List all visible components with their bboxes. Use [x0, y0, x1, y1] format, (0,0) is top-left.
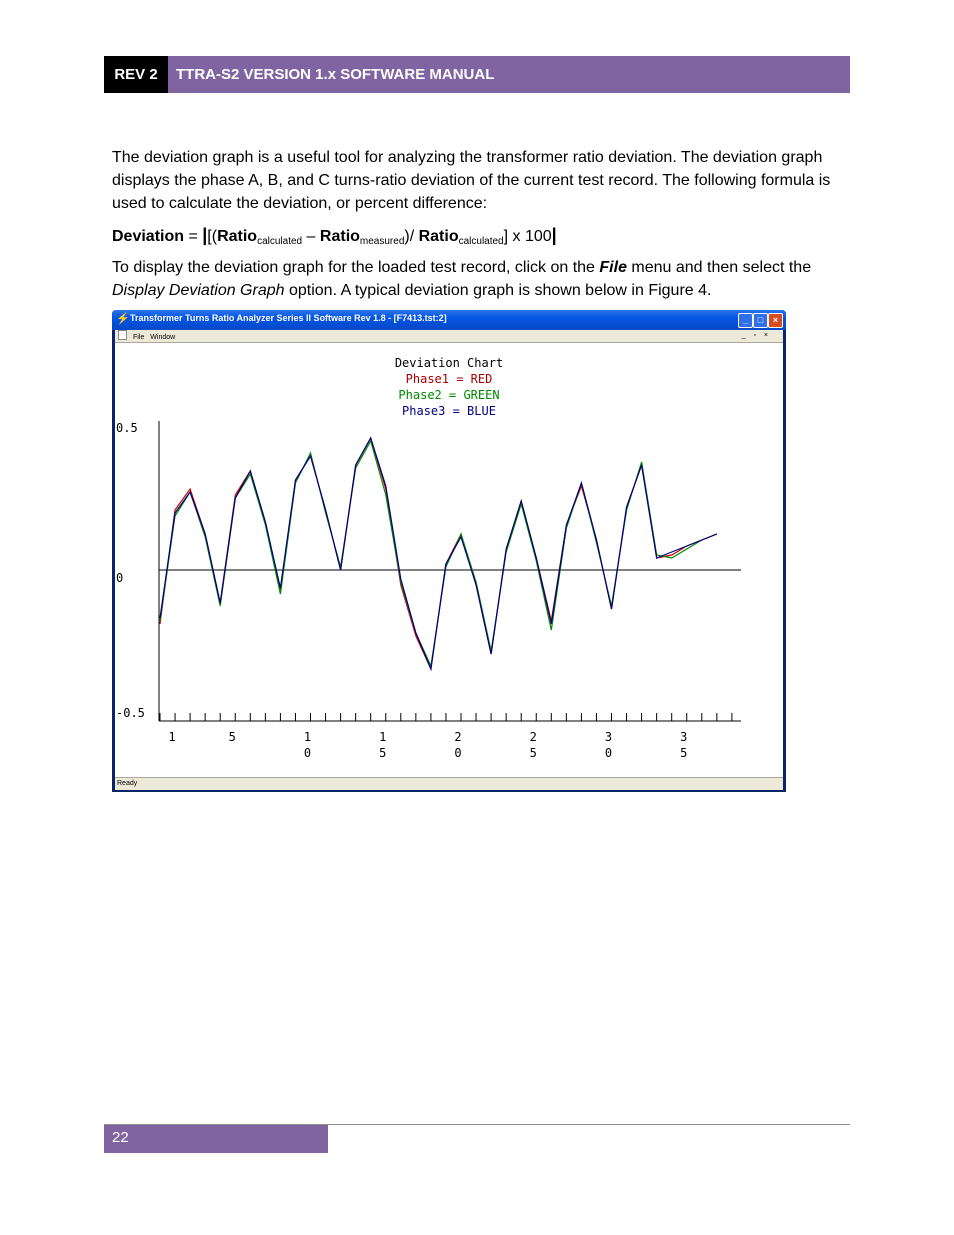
x-tick-label: 2: [454, 730, 462, 744]
close-icon[interactable]: ×: [768, 313, 783, 328]
formula-sub-2: measured: [359, 236, 405, 247]
minimize-icon[interactable]: _: [738, 313, 753, 328]
option-reference: Display Deviation Graph: [112, 282, 285, 299]
x-tick-label: 5: [529, 746, 537, 760]
revision-label: REV 2: [104, 56, 168, 93]
x-tick-label: 5: [379, 746, 387, 760]
menu-bar: [115, 330, 783, 342]
chart-area: [115, 342, 783, 778]
deviation-formula: [112, 224, 557, 253]
file-menu-reference: File: [599, 259, 627, 276]
instruction-text-2: menu and then select the: [626, 259, 812, 276]
x-tick-label: 1: [379, 730, 387, 744]
app-window: [112, 310, 786, 792]
status-text: Ready: [117, 780, 138, 787]
legend-phase3: Phase3 = BLUE: [402, 404, 496, 418]
ytick-label-zero: 0: [116, 571, 124, 585]
mdi-controls[interactable]: _ ▫ ×: [741, 332, 771, 339]
x-tick-label: 5: [680, 746, 688, 760]
formula-slash: )/: [404, 228, 419, 245]
x-tick-label: 0: [604, 746, 613, 760]
formula-equals: =: [184, 228, 203, 245]
status-bar: [115, 777, 783, 790]
series-lines: [160, 438, 717, 669]
manual-title: TTRA-S2 VERSION 1.x SOFTWARE MANUAL: [176, 66, 495, 83]
x-tick-label: 2: [529, 730, 537, 744]
x-tick-label: 0: [303, 746, 312, 760]
ytick-label-bottom: -0.5: [116, 706, 145, 720]
page-header: [104, 56, 850, 93]
formula-ratio-1: Ratio: [217, 228, 258, 245]
formula-sub-1: calculated: [257, 236, 303, 247]
x-tick-label: 3: [604, 730, 613, 744]
document-icon: [118, 330, 127, 340]
x-tick-label: 1: [303, 730, 312, 744]
instruction-text-3: option. A typical deviation graph is shown below in Figure 4.: [284, 282, 712, 299]
x-tick-label: 3: [680, 730, 688, 744]
ytick-label-top: 0.5: [116, 421, 138, 435]
series-line-phase3: [160, 438, 717, 669]
intro-paragraph: The deviation graph is a useful tool for analyzing the transformer ratio deviation. The deviation graph displays the phase A, B, and C turns-ratio deviation of the current test record. The following formula is used to calculate the deviation, or percent difference:: [112, 149, 831, 212]
x-ticks: [160, 713, 732, 721]
page-number: 22: [104, 1125, 328, 1153]
formula-minus: –: [302, 228, 320, 245]
formula-bar-left: |: [202, 225, 208, 245]
x-tick-label: 1: [168, 730, 176, 744]
app-icon: ⚡: [116, 313, 130, 325]
legend-phase1: Phase1 = RED: [405, 372, 493, 386]
x-tick-label: 0: [454, 746, 462, 760]
series-line-phase1: [160, 438, 717, 669]
formula-open: [(: [207, 228, 218, 245]
x-tick-label: 5: [228, 730, 236, 744]
formula-close: ] x 100: [503, 228, 552, 245]
deviation-chart: [115, 343, 783, 778]
instruction-paragraph: [112, 256, 852, 302]
instruction-text-1: To display the deviation graph for the loaded test record, click on the: [112, 259, 600, 276]
formula-bar-right: |: [551, 225, 557, 245]
menu-file[interactable]: File: [133, 334, 145, 341]
maximize-icon[interactable]: □: [753, 313, 768, 328]
formula-ratio-3: Ratio: [418, 228, 459, 245]
window-titlebar[interactable]: [112, 310, 786, 330]
chart-title: Deviation Chart: [394, 356, 504, 370]
series-line-phase2: [160, 441, 717, 666]
legend-phase2: Phase2 = GREEN: [398, 388, 500, 402]
window-title: Transformer Turns Ratio Analyzer Series II Software Rev 1.8 - [F7413.tst:2]: [130, 313, 447, 323]
formula-ratio-2: Ratio: [319, 228, 360, 245]
formula-label: Deviation: [112, 228, 185, 245]
formula-sub-3: calculated: [458, 236, 504, 247]
x-tick-labels: [168, 730, 687, 760]
menu-window[interactable]: Window: [150, 334, 176, 341]
